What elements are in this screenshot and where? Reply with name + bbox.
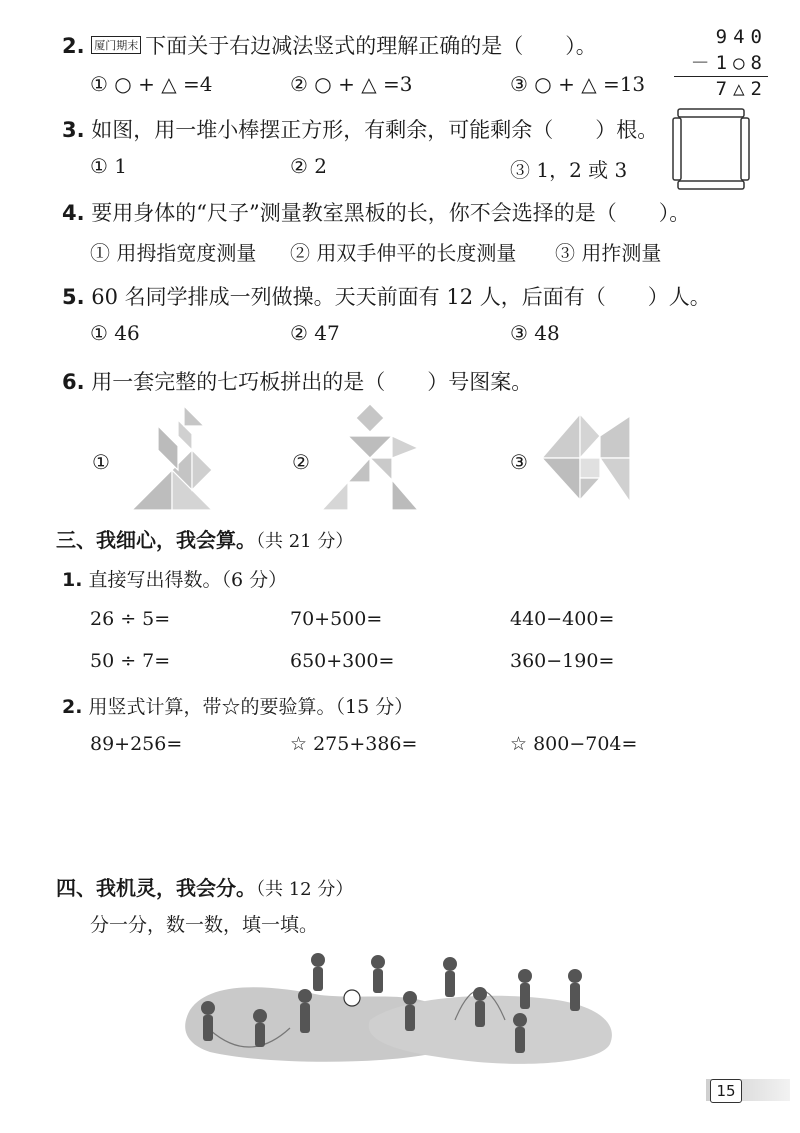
section-4-heading: 四、我机灵，我会分。 [56,876,256,900]
q3-number: 3. [62,118,85,142]
calc-item-2[interactable]: 70+500= [290,608,383,630]
calc-item-3[interactable]: 440−400= [510,608,615,630]
q5-option-2[interactable]: ② 47 [290,321,340,345]
q6-label-3[interactable]: ③ [510,450,528,474]
q2-text: 下面关于右边减法竖式的理解正确的是（ ）。 [145,34,597,58]
q4-option-3[interactable]: ③ 用拃测量 [555,241,662,265]
q2-option-3[interactable]: ③ ○ + △ =13 [510,72,646,96]
q6-stem [62,366,532,396]
q5-number: 5. [62,285,85,309]
s3-part1-stem [62,565,287,592]
vs-bottom: 7△2 [715,78,768,100]
q6-text: 用一套完整的七巧板拼出的是（ ）号图案。 [91,370,533,394]
q4-option-2[interactable]: ② 用双手伸平的长度测量 [290,241,517,265]
q3-option-1[interactable]: ① 1 [90,154,128,178]
section-3-score: （共 21 分） [256,531,354,552]
tangram-pattern-2 [318,402,422,514]
q5-text: 60 名同学排成一列做操。天天前面有 12 人，后面有（ ）人。 [91,285,711,309]
q5-option-3[interactable]: ③ 48 [510,321,560,345]
q2-stem [62,30,597,60]
s3-part2-number: 2. [62,696,83,718]
q2-option-1[interactable]: ① ○ + △ =4 [90,72,213,96]
section-4-instruction: 分一分，数一数，填一填。 [90,914,319,936]
q6-label-2[interactable]: ② [292,450,310,474]
q4-number: 4. [62,201,85,225]
section-4-score: （共 12 分） [256,879,354,900]
s3-part1-number: 1. [62,569,83,591]
q5-stem [62,281,711,311]
tangram-pattern-3 [540,412,632,504]
q4-option-1[interactable]: ① 用拇指宽度测量 [90,241,257,265]
s3-part2-stem [62,692,413,719]
q2-source-tag: 厦门期末 [91,36,141,54]
page-number: 15 [710,1079,742,1103]
q2-vertical-subtraction [668,26,768,100]
vs-middle: －1○8 [690,52,768,74]
stick-square-figure [670,106,752,192]
tangram-pattern-1 [128,406,228,514]
vertical-calc-2[interactable]: ☆ 275+386= [290,733,418,755]
calc-item-1[interactable]: 26 ÷ 5= [90,608,171,630]
q6-number: 6. [62,370,85,394]
q3-option-3[interactable]: ③ 1，2 或 3 [510,158,628,182]
section-4-title [56,872,353,901]
q5-option-1[interactable]: ① 46 [90,321,140,345]
soccer-ball [344,990,360,1006]
calc-item-4[interactable]: 50 ÷ 7= [90,650,171,672]
children-playing-illustration [180,940,620,1070]
q3-option-2[interactable]: ② 2 [290,154,328,178]
q2-option-2[interactable]: ② ○ + △ =3 [290,72,413,96]
q3-text: 如图，用一堆小棒摆正方形，有剩余，可能剩余（ ）根。 [91,118,659,142]
section-3-heading: 三、我细心，我会算。 [56,528,256,552]
q3-stem [62,114,658,144]
q4-stem [62,197,690,227]
q4-text: 要用身体的“尺子”测量教室黑板的长，你不会选择的是（ ）。 [91,201,691,225]
q2-number: 2. [62,34,85,58]
s3-part2-text: 用竖式计算，带☆的要验算。（15 分） [88,696,414,718]
vs-top: 940 [715,26,768,48]
q6-label-1[interactable]: ① [92,450,110,474]
vertical-calc-1[interactable]: 89+256= [90,733,183,755]
section-3-title [56,524,353,553]
vertical-calc-3[interactable]: ☆ 800−704= [510,733,638,755]
calc-item-6[interactable]: 360−190= [510,650,615,672]
calc-item-5[interactable]: 650+300= [290,650,395,672]
s3-part1-text: 直接写出得数。（6 分） [88,569,288,591]
